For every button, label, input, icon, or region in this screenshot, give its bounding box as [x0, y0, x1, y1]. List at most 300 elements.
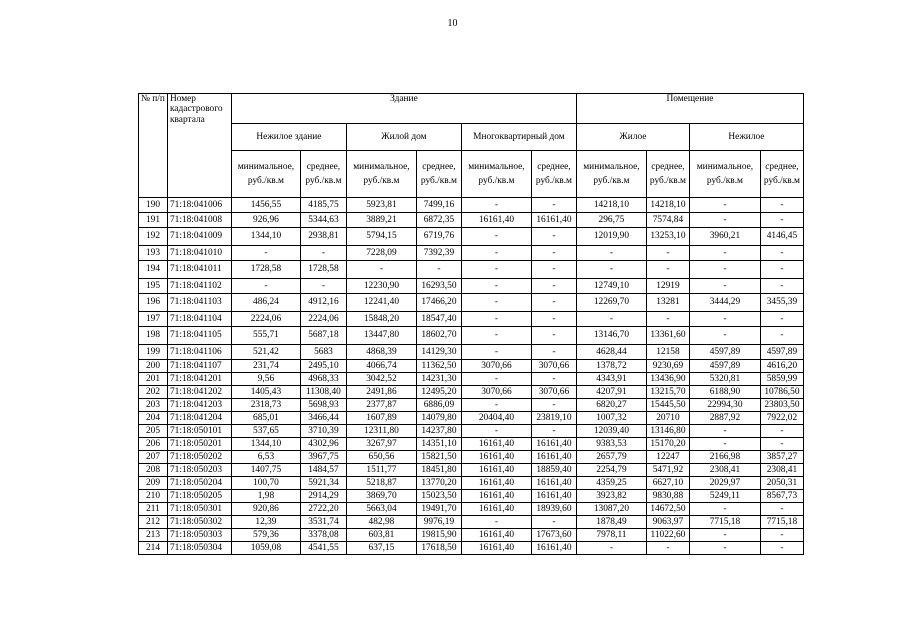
- value-cell: 2254,79: [576, 464, 646, 477]
- cadastral-block-cell: 71:18:050303: [167, 529, 231, 542]
- row-number-cell: 210: [139, 490, 168, 503]
- value-cell: -: [689, 503, 760, 516]
- header-min: минимальное, руб./кв.м: [231, 151, 300, 198]
- value-cell: 16161,40: [461, 542, 531, 555]
- value-cell: 14079,80: [416, 412, 461, 425]
- value-cell: -: [416, 261, 461, 279]
- header-avg: среднее, руб./кв.м: [646, 151, 689, 198]
- value-cell: 15445,50: [646, 399, 689, 412]
- value-cell: -: [689, 312, 760, 327]
- table-row: [139, 490, 804, 503]
- value-cell: 18602,70: [416, 327, 461, 345]
- value-cell: 16161,40: [461, 503, 531, 516]
- value-cell: 12749,10: [576, 279, 646, 294]
- header-min: минимальное, руб./кв.м: [576, 151, 646, 198]
- row-number-cell: 203: [139, 399, 168, 412]
- value-cell: 4066,74: [346, 360, 416, 373]
- header-avg: среднее, руб./кв.м: [416, 151, 461, 198]
- value-cell: 1059,08: [231, 542, 300, 555]
- row-number-cell: 211: [139, 503, 168, 516]
- row-number-cell: 200: [139, 360, 168, 373]
- row-number-cell: 193: [139, 246, 168, 261]
- value-cell: 12247: [646, 451, 689, 464]
- value-cell: 5923,81: [346, 198, 416, 213]
- value-cell: 231,74: [231, 360, 300, 373]
- value-cell: 11022,60: [646, 529, 689, 542]
- value-cell: -: [531, 425, 576, 438]
- value-cell: 3857,27: [760, 451, 803, 464]
- cadastral-block-cell: 71:18:050205: [167, 490, 231, 503]
- value-cell: 13253,10: [646, 228, 689, 246]
- value-cell: 3070,66: [461, 386, 531, 399]
- value-cell: -: [531, 516, 576, 529]
- value-cell: 4597,89: [689, 360, 760, 373]
- value-cell: 4912,16: [300, 294, 346, 312]
- header-cadastral-block: Номер кадастрового квартала: [167, 94, 231, 198]
- table-row: [139, 425, 804, 438]
- value-cell: 100,70: [231, 477, 300, 490]
- value-cell: -: [531, 294, 576, 312]
- value-cell: 5683: [300, 345, 346, 360]
- value-cell: 6886,09: [416, 399, 461, 412]
- value-cell: -: [531, 345, 576, 360]
- value-cell: 2914,29: [300, 490, 346, 503]
- value-cell: 7392,39: [416, 246, 461, 261]
- table-row: [139, 529, 804, 542]
- value-cell: 9976,19: [416, 516, 461, 529]
- value-cell: 2308,41: [760, 464, 803, 477]
- value-cell: 3531,74: [300, 516, 346, 529]
- value-cell: 1728,58: [300, 261, 346, 279]
- value-cell: 9,56: [231, 373, 300, 386]
- header-min: минимальное, руб./кв.м: [689, 151, 760, 198]
- table-body: [139, 198, 804, 555]
- value-cell: -: [231, 246, 300, 261]
- value-cell: 1007,32: [576, 412, 646, 425]
- value-cell: 6872,35: [416, 213, 461, 228]
- value-cell: 1728,58: [231, 261, 300, 279]
- value-cell: -: [461, 261, 531, 279]
- value-cell: -: [689, 529, 760, 542]
- value-cell: 18939,60: [531, 503, 576, 516]
- value-cell: 5859,99: [760, 373, 803, 386]
- table-row: [139, 345, 804, 360]
- value-cell: 14218,10: [646, 198, 689, 213]
- row-number-cell: 194: [139, 261, 168, 279]
- header-min: минимальное, руб./кв.м: [461, 151, 531, 198]
- value-cell: 4359,25: [576, 477, 646, 490]
- value-cell: 7228,09: [346, 246, 416, 261]
- row-number-cell: 207: [139, 451, 168, 464]
- table-row: [139, 373, 804, 386]
- value-cell: 23819,10: [531, 412, 576, 425]
- value-cell: 1,98: [231, 490, 300, 503]
- value-cell: -: [689, 246, 760, 261]
- value-cell: 14351,10: [416, 438, 461, 451]
- value-cell: 16161,40: [531, 451, 576, 464]
- value-cell: 14218,10: [576, 198, 646, 213]
- value-cell: 18547,40: [416, 312, 461, 327]
- value-cell: 1407,75: [231, 464, 300, 477]
- value-cell: -: [689, 542, 760, 555]
- value-cell: -: [760, 279, 803, 294]
- value-cell: 5471,92: [646, 464, 689, 477]
- value-cell: 3455,39: [760, 294, 803, 312]
- value-cell: 5218,87: [346, 477, 416, 490]
- row-number-cell: 204: [139, 412, 168, 425]
- value-cell: 13447,80: [346, 327, 416, 345]
- value-cell: -: [689, 261, 760, 279]
- value-cell: 920,86: [231, 503, 300, 516]
- cadastral-block-cell: 71:18:050203: [167, 464, 231, 477]
- value-cell: -: [576, 542, 646, 555]
- cadastral-block-cell: 71:18:050302: [167, 516, 231, 529]
- value-cell: -: [760, 529, 803, 542]
- header-building: Здание: [231, 94, 576, 124]
- value-cell: 12039,40: [576, 425, 646, 438]
- value-cell: -: [231, 279, 300, 294]
- value-cell: 2050,31: [760, 477, 803, 490]
- cadastral-block-cell: 71:18:041203: [167, 399, 231, 412]
- value-cell: -: [646, 246, 689, 261]
- header-nonresidential-premises: Нежилое: [689, 124, 803, 151]
- row-number-cell: 198: [139, 327, 168, 345]
- value-cell: 4968,33: [300, 373, 346, 386]
- value-cell: 7715,18: [689, 516, 760, 529]
- value-cell: -: [646, 261, 689, 279]
- value-cell: 12230,90: [346, 279, 416, 294]
- value-cell: 555,71: [231, 327, 300, 345]
- value-cell: -: [461, 373, 531, 386]
- row-number-cell: 201: [139, 373, 168, 386]
- value-cell: 13281: [646, 294, 689, 312]
- value-cell: 16161,40: [531, 477, 576, 490]
- value-cell: 23803,50: [760, 399, 803, 412]
- value-cell: -: [461, 279, 531, 294]
- value-cell: 2029,97: [689, 477, 760, 490]
- value-cell: -: [646, 312, 689, 327]
- table-row: [139, 438, 804, 451]
- row-number-cell: 197: [139, 312, 168, 327]
- value-cell: 12495,20: [416, 386, 461, 399]
- table-row: [139, 386, 804, 399]
- value-cell: 4343,91: [576, 373, 646, 386]
- value-cell: 7715,18: [760, 516, 803, 529]
- table-row: [139, 294, 804, 312]
- value-cell: 926,96: [231, 213, 300, 228]
- value-cell: 8567,73: [760, 490, 803, 503]
- value-cell: 2657,79: [576, 451, 646, 464]
- value-cell: -: [576, 312, 646, 327]
- value-cell: 5344,63: [300, 213, 346, 228]
- value-cell: 6,53: [231, 451, 300, 464]
- value-cell: 2224,06: [300, 312, 346, 327]
- cadastral-block-cell: 71:18:050202: [167, 451, 231, 464]
- cadastral-block-cell: 71:18:041008: [167, 213, 231, 228]
- value-cell: 14672,50: [646, 503, 689, 516]
- value-cell: 3070,66: [531, 360, 576, 373]
- cadastral-block-cell: 71:18:041010: [167, 246, 231, 261]
- value-cell: 4185,75: [300, 198, 346, 213]
- row-number-cell: 202: [139, 386, 168, 399]
- cadastral-block-cell: 71:18:050304: [167, 542, 231, 555]
- value-cell: 19491,70: [416, 503, 461, 516]
- value-cell: 12269,70: [576, 294, 646, 312]
- value-cell: 18859,40: [531, 464, 576, 477]
- value-cell: -: [461, 312, 531, 327]
- value-cell: -: [689, 213, 760, 228]
- value-cell: 579,36: [231, 529, 300, 542]
- value-cell: 537,65: [231, 425, 300, 438]
- value-cell: 3869,70: [346, 490, 416, 503]
- value-cell: 1378,72: [576, 360, 646, 373]
- value-cell: -: [760, 542, 803, 555]
- value-cell: 9830,88: [646, 490, 689, 503]
- cadastral-block-cell: 71:18:050201: [167, 438, 231, 451]
- value-cell: 14129,30: [416, 345, 461, 360]
- value-cell: 16161,40: [461, 477, 531, 490]
- value-cell: 2491,86: [346, 386, 416, 399]
- value-cell: 13146,70: [576, 327, 646, 345]
- table-row: [139, 477, 804, 490]
- value-cell: 2495,10: [300, 360, 346, 373]
- value-cell: 3444,29: [689, 294, 760, 312]
- page-number: 10: [447, 18, 458, 29]
- value-cell: 6627,10: [646, 477, 689, 490]
- value-cell: 296,75: [576, 213, 646, 228]
- value-cell: -: [760, 198, 803, 213]
- value-cell: 19815,90: [416, 529, 461, 542]
- value-cell: 9230,69: [646, 360, 689, 373]
- value-cell: 10786,50: [760, 386, 803, 399]
- value-cell: 2318,73: [231, 399, 300, 412]
- value-cell: 9383,53: [576, 438, 646, 451]
- value-cell: -: [461, 294, 531, 312]
- value-cell: 5687,18: [300, 327, 346, 345]
- value-cell: 17466,20: [416, 294, 461, 312]
- value-cell: 12311,80: [346, 425, 416, 438]
- value-cell: -: [531, 246, 576, 261]
- value-cell: 3710,39: [300, 425, 346, 438]
- header-min: минимальное, руб./кв.м: [346, 151, 416, 198]
- value-cell: 2887,92: [689, 412, 760, 425]
- value-cell: -: [531, 312, 576, 327]
- cadastral-block-cell: 71:18:041201: [167, 373, 231, 386]
- value-cell: 2722,20: [300, 503, 346, 516]
- header-nonresidential-building: Нежилое здание: [231, 124, 346, 151]
- value-cell: 6188,90: [689, 386, 760, 399]
- value-cell: -: [760, 312, 803, 327]
- value-cell: 17618,50: [416, 542, 461, 555]
- value-cell: 1511,77: [346, 464, 416, 477]
- cadastral-block-cell: 71:18:041011: [167, 261, 231, 279]
- value-cell: 3267,97: [346, 438, 416, 451]
- value-cell: 5921,34: [300, 477, 346, 490]
- value-cell: 6719,76: [416, 228, 461, 246]
- value-cell: 20710: [646, 412, 689, 425]
- value-cell: 13215,70: [646, 386, 689, 399]
- value-cell: 482,98: [346, 516, 416, 529]
- table-row: [139, 312, 804, 327]
- table-row: [139, 464, 804, 477]
- table-row: [139, 503, 804, 516]
- value-cell: 7574,84: [646, 213, 689, 228]
- value-cell: 12919: [646, 279, 689, 294]
- value-cell: 13146,80: [646, 425, 689, 438]
- value-cell: 14237,80: [416, 425, 461, 438]
- value-cell: -: [461, 228, 531, 246]
- value-cell: 12158: [646, 345, 689, 360]
- value-cell: -: [531, 228, 576, 246]
- table-row: [139, 399, 804, 412]
- value-cell: 17673,60: [531, 529, 576, 542]
- value-cell: 16161,40: [461, 213, 531, 228]
- value-cell: 486,24: [231, 294, 300, 312]
- value-cell: 2377,87: [346, 399, 416, 412]
- table-row: [139, 261, 804, 279]
- value-cell: -: [531, 327, 576, 345]
- value-cell: -: [531, 279, 576, 294]
- value-cell: 5249,11: [689, 490, 760, 503]
- table-row: [139, 542, 804, 555]
- value-cell: -: [646, 542, 689, 555]
- value-cell: -: [760, 213, 803, 228]
- value-cell: 5698,93: [300, 399, 346, 412]
- value-cell: -: [689, 438, 760, 451]
- value-cell: 6820,27: [576, 399, 646, 412]
- value-cell: 1484,57: [300, 464, 346, 477]
- value-cell: 20404,40: [461, 412, 531, 425]
- header-row-number: № п/п: [139, 94, 168, 198]
- row-number-cell: 214: [139, 542, 168, 555]
- value-cell: -: [689, 279, 760, 294]
- value-cell: 16161,40: [531, 213, 576, 228]
- value-cell: 603,81: [346, 529, 416, 542]
- value-cell: 13436,90: [646, 373, 689, 386]
- value-cell: -: [531, 373, 576, 386]
- row-number-cell: 206: [139, 438, 168, 451]
- cadastral-block-cell: 71:18:050204: [167, 477, 231, 490]
- row-number-cell: 192: [139, 228, 168, 246]
- value-cell: 7978,11: [576, 529, 646, 542]
- value-cell: -: [576, 261, 646, 279]
- value-cell: 1456,55: [231, 198, 300, 213]
- value-cell: 13770,20: [416, 477, 461, 490]
- value-cell: 4868,39: [346, 345, 416, 360]
- value-cell: -: [760, 425, 803, 438]
- table-row: [139, 213, 804, 228]
- value-cell: 4541,55: [300, 542, 346, 555]
- cadastral-block-cell: 71:18:041104: [167, 312, 231, 327]
- row-number-cell: 195: [139, 279, 168, 294]
- cadastral-block-cell: 71:18:041009: [167, 228, 231, 246]
- row-number-cell: 196: [139, 294, 168, 312]
- header-apartment-building: Многоквартирный дом: [461, 124, 576, 151]
- value-cell: -: [461, 345, 531, 360]
- value-cell: -: [461, 327, 531, 345]
- row-number-cell: 208: [139, 464, 168, 477]
- row-number-cell: 191: [139, 213, 168, 228]
- value-cell: 3923,82: [576, 490, 646, 503]
- value-cell: 4597,89: [760, 345, 803, 360]
- value-cell: 685,01: [231, 412, 300, 425]
- value-cell: 16293,50: [416, 279, 461, 294]
- cadastral-block-cell: 71:18:041105: [167, 327, 231, 345]
- value-cell: 15023,50: [416, 490, 461, 503]
- value-cell: 1344,10: [231, 438, 300, 451]
- value-cell: -: [461, 198, 531, 213]
- value-cell: 11308,40: [300, 386, 346, 399]
- value-cell: -: [760, 503, 803, 516]
- value-cell: 12,39: [231, 516, 300, 529]
- value-cell: 7922,02: [760, 412, 803, 425]
- value-cell: -: [461, 425, 531, 438]
- cadastral-block-cell: 71:18:050301: [167, 503, 231, 516]
- value-cell: 3070,66: [461, 360, 531, 373]
- value-cell: 650,56: [346, 451, 416, 464]
- value-cell: 3466,44: [300, 412, 346, 425]
- header-avg: среднее, руб./кв.м: [760, 151, 803, 198]
- value-cell: 16161,40: [461, 490, 531, 503]
- cadastral-block-cell: 71:18:041006: [167, 198, 231, 213]
- value-cell: 2938,81: [300, 228, 346, 246]
- value-cell: 12241,40: [346, 294, 416, 312]
- value-cell: 637,15: [346, 542, 416, 555]
- value-cell: -: [346, 261, 416, 279]
- value-cell: -: [461, 399, 531, 412]
- table-row: [139, 246, 804, 261]
- value-cell: 3960,21: [689, 228, 760, 246]
- cadastral-block-cell: 71:18:041202: [167, 386, 231, 399]
- cadastral-block-cell: 71:18:041204: [167, 412, 231, 425]
- value-cell: 1405,43: [231, 386, 300, 399]
- value-cell: 3967,75: [300, 451, 346, 464]
- value-cell: 4616,20: [760, 360, 803, 373]
- value-cell: -: [576, 246, 646, 261]
- table-row: [139, 327, 804, 345]
- value-cell: 16161,40: [531, 490, 576, 503]
- value-cell: -: [461, 246, 531, 261]
- value-cell: 1607,89: [346, 412, 416, 425]
- cadastral-value-table: [138, 93, 804, 555]
- value-cell: -: [531, 261, 576, 279]
- value-cell: -: [760, 246, 803, 261]
- header-avg: среднее, руб./кв.м: [300, 151, 346, 198]
- table-row: [139, 516, 804, 529]
- table-row: [139, 360, 804, 373]
- value-cell: 4207,91: [576, 386, 646, 399]
- value-cell: 2166,98: [689, 451, 760, 464]
- value-cell: 3042,52: [346, 373, 416, 386]
- value-cell: 12019,90: [576, 228, 646, 246]
- value-cell: 1344,10: [231, 228, 300, 246]
- value-cell: 9063,97: [646, 516, 689, 529]
- header-premises: Помещение: [576, 94, 803, 124]
- value-cell: -: [461, 516, 531, 529]
- header-residential-house: Жилой дом: [346, 124, 461, 151]
- table-row: [139, 451, 804, 464]
- header-avg: среднее, руб./кв.м: [531, 151, 576, 198]
- value-cell: -: [531, 399, 576, 412]
- value-cell: -: [300, 279, 346, 294]
- header-residential-premises: Жилое: [576, 124, 689, 151]
- row-number-cell: 209: [139, 477, 168, 490]
- value-cell: 18451,80: [416, 464, 461, 477]
- value-cell: -: [300, 246, 346, 261]
- value-cell: 5320,81: [689, 373, 760, 386]
- row-number-cell: 205: [139, 425, 168, 438]
- value-cell: 3889,21: [346, 213, 416, 228]
